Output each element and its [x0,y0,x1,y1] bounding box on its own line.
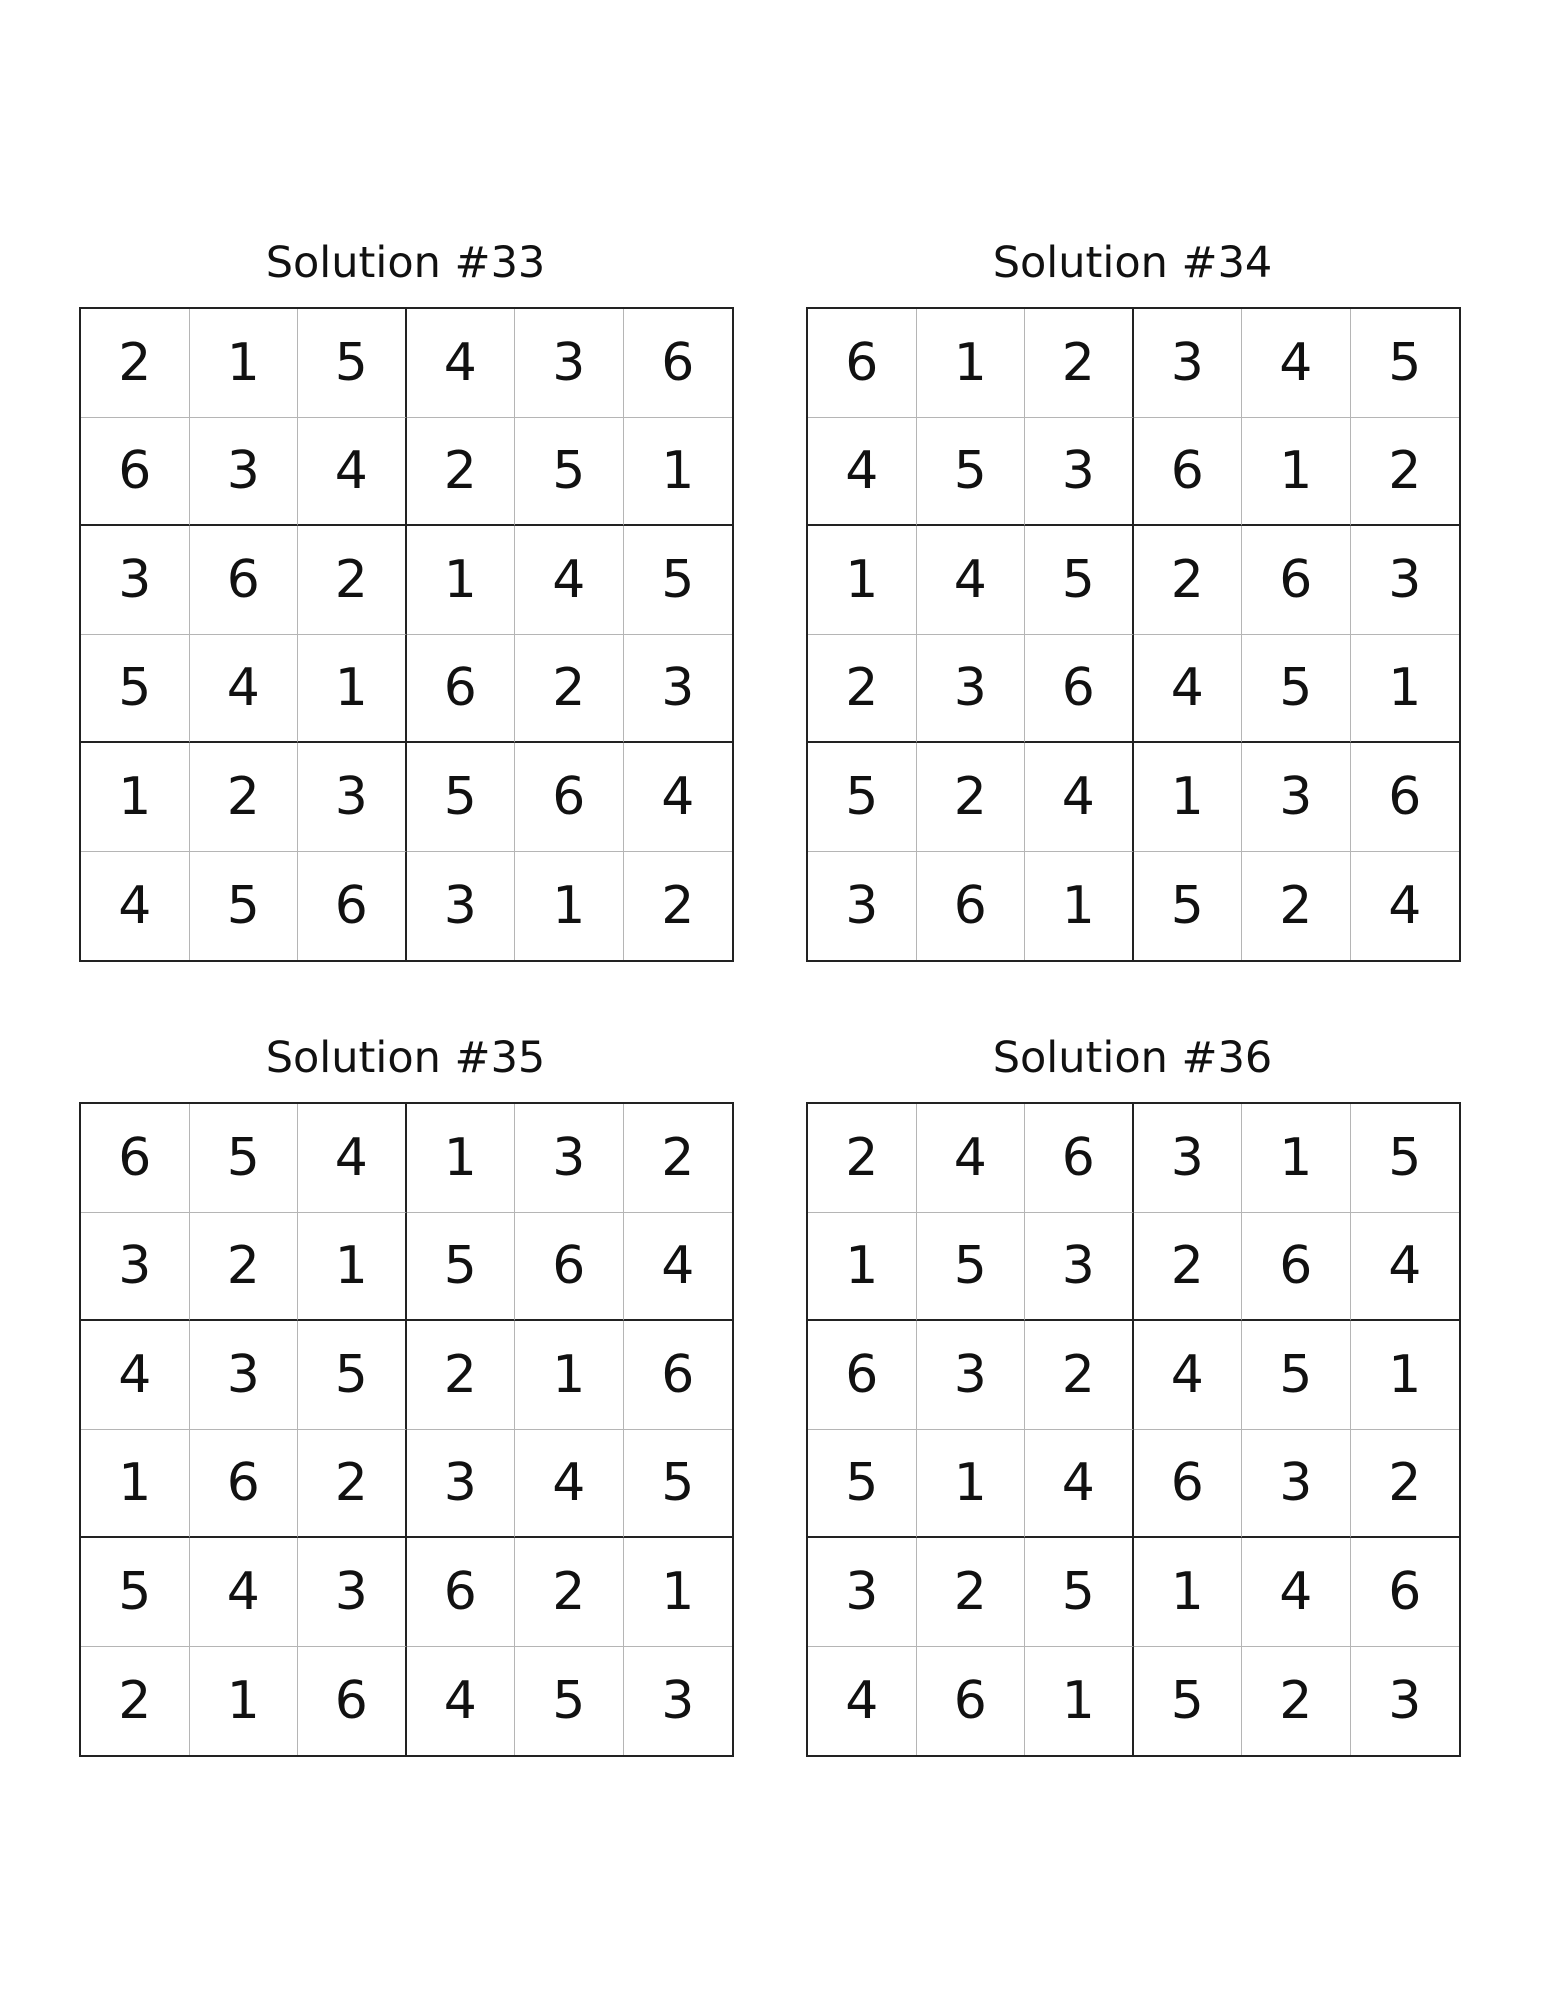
grid-cell: 4 [81,852,190,961]
grid-cell: 4 [1134,635,1243,744]
grid-cell: 5 [1242,1321,1351,1430]
grid-cell: 4 [808,1647,917,1756]
grid-cell: 2 [661,875,695,936]
grid-cell: 1 [515,852,624,961]
grid-cell: 1 [1351,635,1460,744]
grid-cell: 6 [1242,1213,1351,1322]
grid-cell: 1 [808,526,917,635]
grid-cell: 5 [808,743,917,852]
grid-cell: 6 [407,1538,516,1647]
grid-cell: 1 [81,743,190,852]
grid-cell: 3 [298,743,407,852]
grid-cell: 5 [190,1104,299,1213]
grid-cell: 1 [1134,1538,1243,1647]
grid-cell: 2 [190,743,299,852]
sudoku-grid [79,1102,734,1757]
grid-cell: 6 [1351,1538,1460,1647]
grid-cell: 6 [1351,743,1460,852]
grid-cell: 4 [515,1430,624,1539]
grid-cell: 1 [917,1430,1026,1539]
grid-cell: 6 [298,852,407,961]
grid-cell: 1 [1242,1104,1351,1213]
grid-cell: 5 [1025,526,1134,635]
grid-cell: 4 [624,1213,733,1322]
grid-cell: 2 [1025,1321,1134,1430]
grid-cell: 1 [515,1321,624,1430]
grid-cell: 6 [1025,1104,1134,1213]
grid-cell: 5 [1351,309,1460,418]
grid-cell: 3 [1025,1213,1134,1322]
grid-cell: 6 [624,309,733,418]
grid-cell: 2 [917,743,1026,852]
grid-cell: 5 [81,635,190,744]
grid-cell: 6 [808,1321,917,1430]
grid-cell: 1 [190,1647,299,1756]
grid-cell: 3 [190,1321,299,1430]
grid-cell: 3 [1025,418,1134,527]
grid-cell: 6 [81,1104,190,1213]
grid-cell: 6 [1242,526,1351,635]
grid-cell: 4 [1351,1213,1460,1322]
grid-cell: 2 [624,1104,733,1213]
grid-cell: 1 [624,418,733,527]
grid-cell: 2 [515,635,624,744]
sudoku-grid [79,307,734,962]
grid-cell: 5 [515,418,624,527]
grid-cell: 5 [298,309,407,418]
grid-cell: 6 [81,418,190,527]
grid-cell: 2 [1351,418,1460,527]
grid-cell: 1 [808,1213,917,1322]
grid-cell: 5 [190,852,299,961]
grid-cell: 4 [190,635,299,744]
grid-cell: 3 [1242,743,1351,852]
grid-cell: 6 [515,1213,624,1322]
grid-cell: 1 [190,309,299,418]
grid-cell: 5 [1351,1104,1460,1213]
grid-cell: 2 [808,635,917,744]
grid-cell: 3 [808,1538,917,1647]
grid-cell: 4 [1134,1321,1243,1430]
grid-cell: 4 [407,309,516,418]
grid-cell: 5 [81,1538,190,1647]
grid-cell: 5 [1242,635,1351,744]
grid-cell: 3 [1388,1670,1422,1731]
grid-cell: 5 [407,1213,516,1322]
grid-cell: 5 [298,1321,407,1430]
grid-cell: 3 [917,1321,1026,1430]
grid-cell: 2 [808,1104,917,1213]
grid-cell: 3 [515,1104,624,1213]
grid-cell: 6 [917,852,1026,961]
grid-cell: 6 [917,1647,1026,1756]
grid-cell: 1 [81,1430,190,1539]
grid-cell: 4 [81,1321,190,1430]
grid-cell: 3 [1134,1104,1243,1213]
grid-cell: 1 [1242,418,1351,527]
grid-cell: 3 [917,635,1026,744]
grid-cell: 6 [515,743,624,852]
grid-cell: 6 [1025,635,1134,744]
grid-cell: 3 [1351,526,1460,635]
grid-cell: 2 [1351,1430,1460,1539]
grid-cell: 5 [1025,1538,1134,1647]
grid-cell: 2 [917,1538,1026,1647]
puzzle-title: Solution #35 [265,1033,546,1083]
grid-cell: 4 [1025,743,1134,852]
grid-cell: 3 [808,852,917,961]
grid-cell: 4 [515,526,624,635]
grid-cell: 5 [515,1647,624,1756]
grid-cell: 2 [407,418,516,527]
grid-cell: 3 [515,309,624,418]
sudoku-grid [806,1102,1461,1757]
grid-cell: 4 [1388,875,1422,936]
sudoku-grid [806,307,1461,962]
grid-cell: 2 [407,1321,516,1430]
grid-cell: 6 [624,1321,733,1430]
grid-cell: 2 [298,526,407,635]
grid-cell: 2 [515,1538,624,1647]
grid-cell: 6 [1134,1430,1243,1539]
grid-cell: 3 [407,1430,516,1539]
puzzle-title: Solution #36 [992,1033,1273,1083]
grid-cell: 4 [298,418,407,527]
grid-cell: 6 [407,635,516,744]
grid-cell: 4 [407,1647,516,1756]
grid-cell: 5 [624,1430,733,1539]
grid-cell: 1 [1351,1321,1460,1430]
grid-cell: 1 [917,309,1026,418]
grid-cell: 5 [1134,852,1243,961]
grid-cell: 3 [190,418,299,527]
grid-cell: 5 [1134,1647,1243,1756]
grid-cell: 2 [1134,1213,1243,1322]
grid-cell: 2 [298,1430,407,1539]
grid-cell: 3 [1134,309,1243,418]
grid-cell: 4 [1025,1430,1134,1539]
grid-cell: 6 [808,309,917,418]
grid-cell: 2 [81,309,190,418]
grid-cell: 3 [81,1213,190,1322]
grid-cell: 5 [917,418,1026,527]
grid-cell: 6 [1134,418,1243,527]
grid-cell: 6 [298,1647,407,1756]
grid-cell: 6 [190,526,299,635]
grid-cell: 1 [298,635,407,744]
grid-cell: 3 [624,635,733,744]
grid-cell: 3 [81,526,190,635]
grid-cell: 1 [407,526,516,635]
grid-cell: 4 [190,1538,299,1647]
grid-cell: 4 [624,743,733,852]
grid-cell: 2 [1242,1647,1351,1756]
grid-cell: 4 [917,1104,1026,1213]
grid-cell: 5 [407,743,516,852]
grid-cell: 2 [81,1647,190,1756]
grid-cell: 2 [1025,309,1134,418]
grid-cell: 1 [624,1538,733,1647]
grid-cell: 1 [1025,852,1134,961]
grid-cell: 3 [298,1538,407,1647]
grid-cell: 5 [624,526,733,635]
puzzle-title: Solution #34 [992,238,1273,288]
grid-cell: 5 [917,1213,1026,1322]
grid-cell: 2 [1134,526,1243,635]
grid-cell: 3 [661,1670,695,1731]
grid-cell: 1 [407,1104,516,1213]
grid-cell: 3 [407,852,516,961]
grid-cell: 4 [808,418,917,527]
grid-cell: 3 [1242,1430,1351,1539]
grid-cell: 1 [1134,743,1243,852]
grid-cell: 5 [808,1430,917,1539]
puzzle-title: Solution #33 [265,238,546,288]
grid-cell: 4 [298,1104,407,1213]
grid-cell: 1 [298,1213,407,1322]
grid-cell: 6 [190,1430,299,1539]
grid-cell: 4 [917,526,1026,635]
grid-cell: 2 [1242,852,1351,961]
grid-cell: 4 [1242,1538,1351,1647]
grid-cell: 1 [1025,1647,1134,1756]
grid-cell: 4 [1242,309,1351,418]
grid-cell: 2 [190,1213,299,1322]
